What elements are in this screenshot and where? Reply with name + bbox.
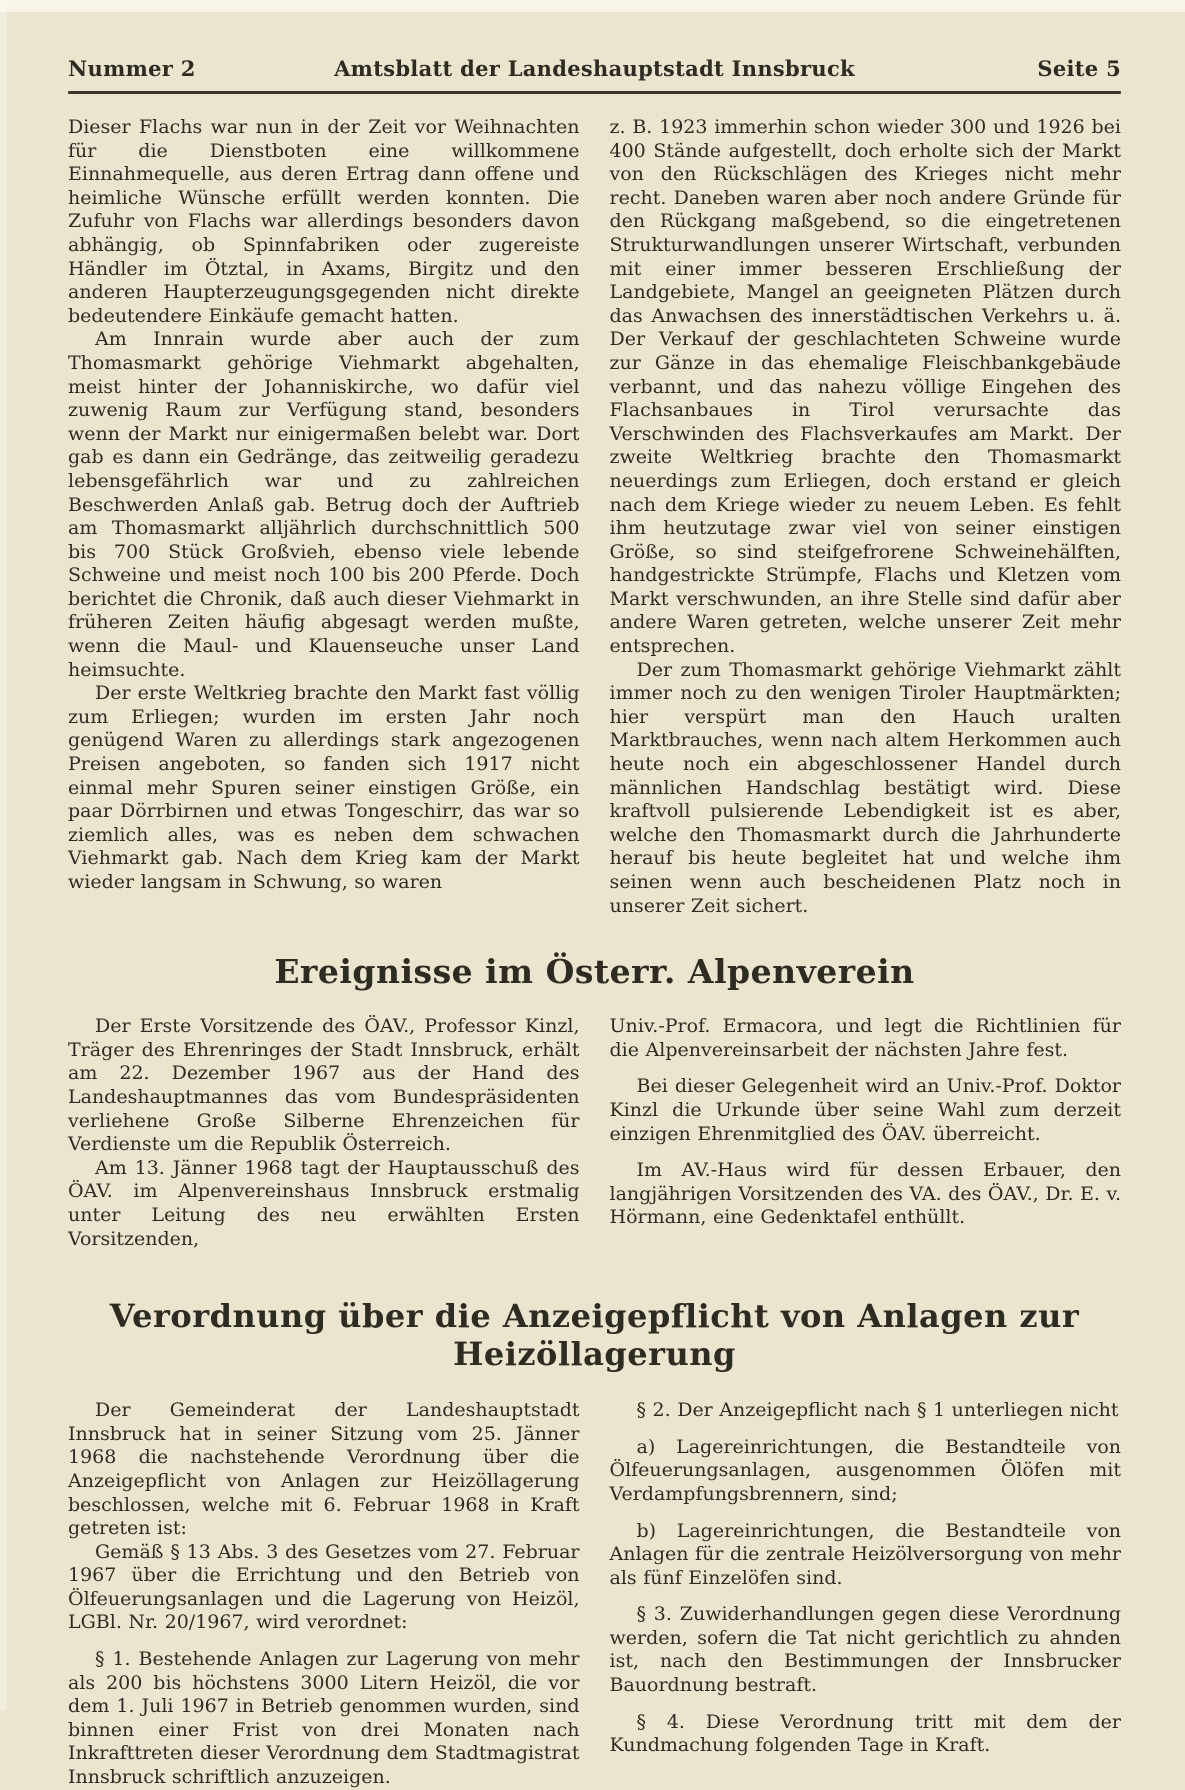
section-verordnung bbox=[68, 1399, 1121, 1790]
thomasmarkt-column-left bbox=[68, 116, 580, 918]
verordnung-columns bbox=[68, 1399, 1121, 1790]
section-alpenverein bbox=[68, 1015, 1121, 1251]
header-rule bbox=[68, 91, 1121, 94]
alpenverein-columns bbox=[68, 1015, 1121, 1251]
article-paragraph: Univ.-Prof. Ermacora, und legt die Richtlinien für die Alpenvereinsarbeit der nächsten Jahre fest. bbox=[609, 1015, 1121, 1061]
article-paragraph: § 4. Diese Verordnung tritt mit dem der Kundmachung folgenden Tage in Kraft. bbox=[609, 1710, 1121, 1757]
section-heading-verordnung: Verordnung über die Anzeigepflicht von Anlagen zur Heizöllagerung bbox=[109, 1297, 1080, 1374]
article-paragraph: § 1. Bestehende Anlagen zur Lagerung von mehr als 200 bis höchstens 3000 Litern Heizöl, die vor dem 1. Juli 1967 in Betrieb genommen wurden, sind binnen einer Frist von drei Monaten nach Inkrafttreten dieser Verordnung dem Stadtmagistrat Innsbruck schriftlich anzuzeigen. bbox=[68, 1648, 580, 1789]
article-paragraph: Am 13. Jänner 1968 tagt der Hauptausschuß des ÖAV. im Alpenvereinshaus Innsbruck erstmalig unter Leitung des neu erwählten Ersten Vorsitzenden, bbox=[68, 1156, 580, 1250]
article-paragraph: Bei dieser Gelegenheit wird an Univ.-Prof. Doktor Kinzl die Urkunde über seine Wahl zum derzeit einzigen Ehrenmitglied des ÖAV. überreicht. bbox=[609, 1075, 1121, 1145]
alpenverein-column-left bbox=[68, 1015, 580, 1251]
section-heading-alpenverein: Ereignisse im Österr. Alpenverein bbox=[274, 952, 915, 992]
issue-number: Nummer 2 bbox=[68, 56, 196, 81]
article-paragraph: Im AV.-Haus wird für dessen Erbauer, den langjährigen Vorsitzenden des VA. des ÖAV., Dr. E. v. Hörmann, eine Gedenktafel enthüllt. bbox=[609, 1159, 1122, 1229]
article-paragraph: Am Innrain wurde aber auch der zum Thomasmarkt gehörige Viehmarkt abgehalten, meist hinter der Johanniskirche, wo dafür viel zuwenig Raum zur Verfügung stand, besonders wenn der Markt nur einigermaßen belebt war. Dort gab es dann ein Gedränge, das zeitweilig geradezu lebensgefährlich war und zu zahlreichen Beschwerden Anlaß gab. Betrug doch der Auftrieb am Thomasmarkt alljährlich durchschnittlich 500 bis 700 Stück Großvieh, ebenso viele lebende Schweine und meist noch 100 bis 200 Pferde. Doch berichtet die Chronik, daß auch dieser Viehmarkt in früheren Zeiten häufig abgesagt werden mußte, wenn die Maul- und Klauenseuche unser Land heimsuchte. bbox=[68, 328, 580, 681]
verordnung-column-right bbox=[610, 1399, 1122, 1790]
thomasmarkt-columns bbox=[68, 116, 1121, 918]
article-paragraph: Der erste Weltkrieg brachte den Markt fast völlig zum Erliegen; wurden im ersten Jahr noch genügend Waren zu allerdings stark angezogenen Preisen angeboten, so fanden sich 1917 nicht einmal mehr Spuren seiner einstigen Größe, ein paar Dörrbirnen und etwas Tongeschirr, das war so ziemlich alles, was es neben dem schwachen Viehmarkt gab. Nach dem Krieg kam der Markt wieder langsam in Schwung, so waren bbox=[68, 682, 580, 893]
thomasmarkt-column-right bbox=[610, 116, 1122, 918]
article-paragraph: Gemäß § 13 Abs. 3 des Gesetzes vom 27. Februar 1967 über die Errichtung und den Betrieb von Ölfeuerungsanlagen und die Lagerung von Heizöl, LGBl. Nr. 20/1967, wird verordnet: bbox=[68, 1540, 580, 1634]
article-paragraph: b) Lagereinrichtungen, die Bestandteile von Anlagen für die zentrale Heizölversorgung von mehr als fünf Einzelöfen sind. bbox=[609, 1519, 1121, 1589]
page-header bbox=[68, 56, 1121, 81]
article-paragraph: § 3. Zuwiderhandlungen gegen diese Verordnung werden, sofern die Tat nicht gerichtlich zu ahnden ist, nach den Bestimmungen der Innsbrucker Bauordnung bestraft. bbox=[609, 1603, 1121, 1697]
article-paragraph: z. B. 1923 immerhin schon wieder 300 und 1926 bei 400 Stände aufgestellt, doch erholte sich der Markt von den Rückschlägen des Krieges nicht mehr recht. Daneben waren aber noch andere Gründe für den Rückgang maßgebend, so die eingetretenen Strukturwandlungen unserer Wirtschaft, verbunden mit einer immer besseren Erschließung der Landgebiete, Mangel an geeigneten Plätzen durch das Anwachsen des innerstädtischen Verkehrs u. ä. Der Verkauf der geschlachteten Schweine wurde zur Gänze in das ehemalige Fleischbankgebäude verbannt, und das nahezu völlige Eingehen des Flachsanbaues in Tirol verursachte das Verschwinden des Flachsverkaufes am Markt. Der zweite Weltkrieg brachte den Thomasmarkt neuerdings zum Erliegen, doch erstand er gleich nach dem Kriege wieder zu neuem Leben. Es fehlt ihm heutzutage zwar viel von seiner einstigen Größe, so sind steifgefrorene Schweinehälften, handgestrickte Strümpfe, Flachs und Kletzen vom Markt verschwunden, an ihre Stelle sind dafür aber andere Waren getreten, welche unserer Zeit mehr entsprechen. bbox=[609, 116, 1121, 658]
alpenverein-column-right bbox=[610, 1015, 1122, 1251]
section-thomasmarkt bbox=[68, 116, 1121, 918]
article-paragraph: Dieser Flachs war nun in der Zeit vor Weihnachten für die Dienstboten eine willkommene Einnahmequelle, aus deren Ertrag dann offene und heimliche Wünsche erfüllt werden konnten. Die Zufuhr von Flachs war allerdings besonders davon abhängig, ob Spinnfabriken oder zugereiste Händler im Ötztal, in Axams, Birgitz und den anderen Haupterzeugungsgegenden nicht direkte bedeutendere Einkäufe gemacht hatten. bbox=[68, 116, 580, 327]
verordnung-column-left bbox=[68, 1399, 580, 1790]
article-paragraph: a) Lagereinrichtungen, die Bestandteile von Ölfeuerungsanlagen, ausgenommen Ölöfen mit Verdampfungsbrennern, sind; bbox=[609, 1435, 1121, 1505]
article-paragraph: § 2. Der Anzeigepflicht nach § 1 unterliegen nicht bbox=[636, 1399, 1119, 1422]
page-header-title: Amtsblatt der Landeshauptstadt Innsbruck bbox=[334, 56, 855, 81]
page-number: Seite 5 bbox=[1037, 56, 1121, 81]
article-paragraph: Der Gemeinderat der Landeshauptstadt Innsbruck hat in seiner Sitzung vom 25. Jänner 1968 die nachstehende Verordnung über die Anzeigepflicht von Anlagen zur Heizöllagerung beschlossen, welche mit 6. Februar 1968 in Kraft getreten ist: bbox=[68, 1399, 580, 1540]
article-paragraph: Der Erste Vorsitzende des ÖAV., Professor Kinzl, Träger des Ehrenringes der Stadt Innsbruck, erhält am 22. Dezember 1967 aus der Hand des Landeshauptmannes das vom Bundespräsidenten verliehene Große Silberne Ehrenzeichen für Verdienste um die Republik Österreich. bbox=[68, 1015, 580, 1156]
article-paragraph: Der zum Thomasmarkt gehörige Viehmarkt zählt immer noch zu den wenigen Tiroler Hauptmärkten; hier verspürt man den Hauch uralten Marktbrauches, wenn nach altem Herkommen auch heute noch ein abgeschlossener Handel durch männlichen Handschlag bestätigt wird. Diese kraftvoll pulsierende Lebendigkeit ist es aber, welche den Thomasmarkt durch die Jahrhunderte herauf bis heute begleitet hat und welche ihm seinen wenn auch bescheidenen Platz noch in unserer Zeit sichert. bbox=[609, 658, 1121, 917]
